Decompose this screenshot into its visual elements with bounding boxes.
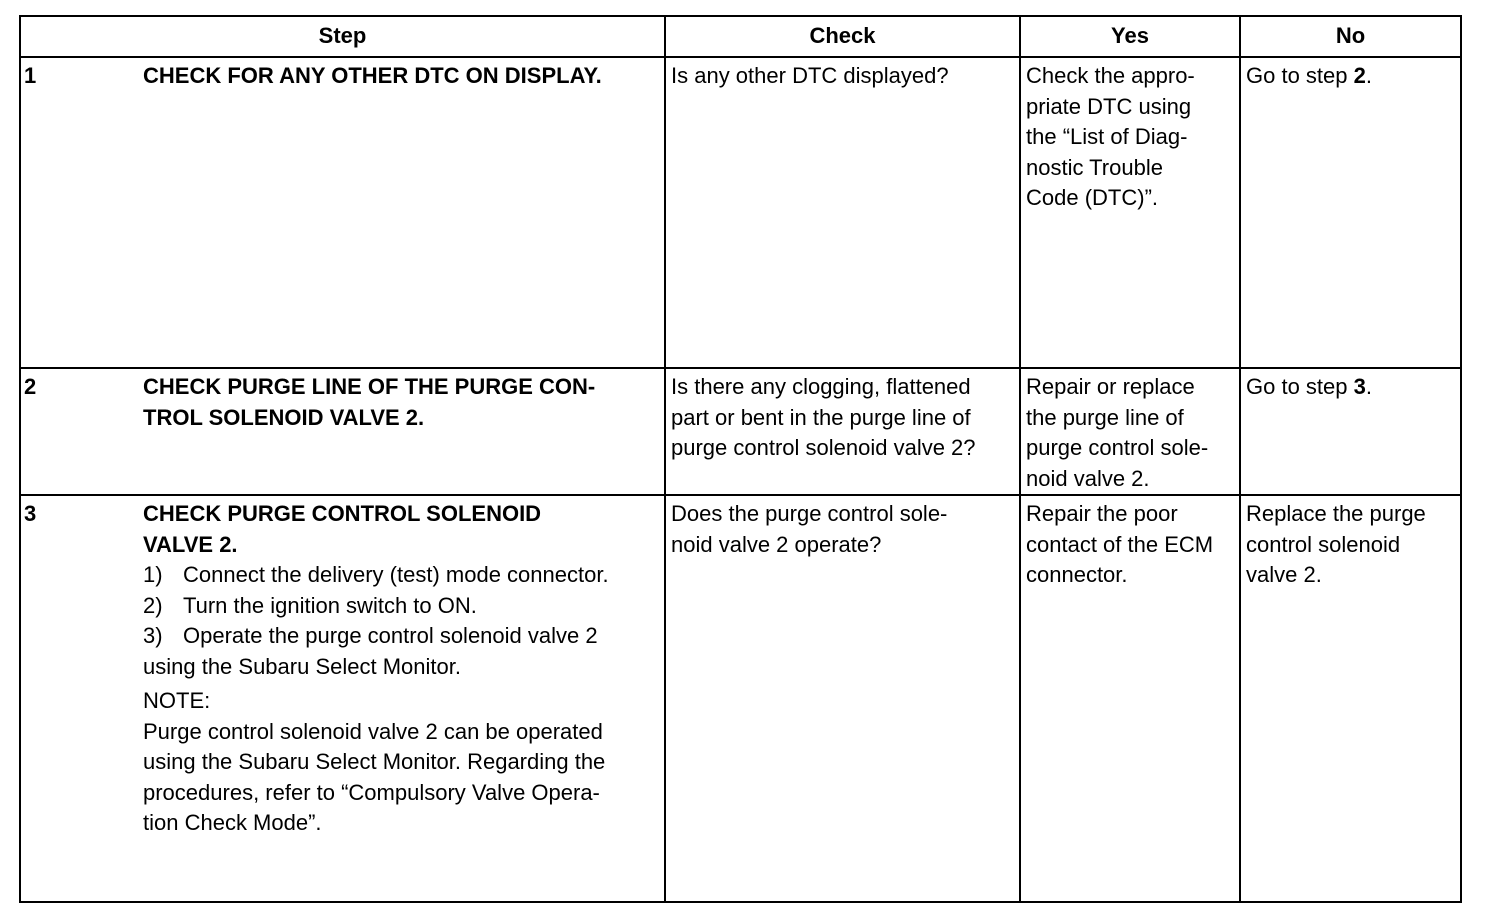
check-cell bbox=[665, 368, 1020, 495]
table-row bbox=[20, 495, 1461, 902]
check-text: Does the purge control sole- noid valve 2 operate? bbox=[671, 501, 948, 557]
header-yes: Yes bbox=[1020, 16, 1240, 57]
header-step: Step bbox=[20, 16, 665, 57]
no-step-ref: 2 bbox=[1353, 63, 1366, 88]
step-cell bbox=[20, 495, 665, 902]
substep-continuation: using the Subaru Select Monitor. bbox=[143, 653, 461, 679]
check-text: Is any other DTC displayed? bbox=[671, 63, 949, 88]
step-cell bbox=[20, 368, 665, 495]
substep-text: Connect the delivery (test) mode connector. bbox=[183, 562, 609, 587]
diagnostic-table bbox=[19, 15, 1462, 903]
substep bbox=[143, 591, 660, 622]
table-row bbox=[20, 57, 1461, 368]
substep-number: 3) bbox=[143, 623, 163, 648]
substep-text: Operate the purge control solenoid valve 2 bbox=[183, 623, 598, 648]
no-cell bbox=[1240, 368, 1461, 495]
substep bbox=[143, 621, 660, 652]
header-row bbox=[20, 16, 1461, 57]
step-title: CHECK PURGE CONTROL SOLENOID VALVE 2. bbox=[143, 501, 542, 557]
step-cell bbox=[20, 57, 665, 368]
yes-text: Repair the poor contact of the ECM connector. bbox=[1026, 501, 1214, 587]
step-number: 2 bbox=[24, 374, 37, 399]
no-text: Go to step 3. bbox=[1246, 374, 1372, 399]
note-text: Purge control solenoid valve 2 can be operated using the Subaru Select Monitor. Regarding the procedures, refer to “Compulsory Valve Opera- tion Check Mode”. bbox=[143, 718, 606, 835]
check-cell bbox=[665, 57, 1020, 368]
yes-text: Check the appro- priate DTC using the “List of Diag- nostic Trouble Code (DTC)”. bbox=[1026, 63, 1195, 210]
substep-number: 1) bbox=[143, 562, 163, 587]
step-title: CHECK PURGE LINE OF THE PURGE CON- TROL SOLENOID VALVE 2. bbox=[143, 374, 596, 430]
table-row bbox=[20, 368, 1461, 495]
substep bbox=[143, 560, 660, 591]
step-number: 3 bbox=[24, 501, 37, 526]
yes-cell bbox=[1020, 368, 1240, 495]
note-label: NOTE: bbox=[143, 688, 211, 713]
yes-cell bbox=[1020, 57, 1240, 368]
no-cell bbox=[1240, 57, 1461, 368]
check-cell bbox=[665, 495, 1020, 902]
no-text: Go to step 2. bbox=[1246, 63, 1372, 88]
substep-number: 2) bbox=[143, 592, 163, 618]
no-text: Replace the purge control solenoid valve 2. bbox=[1246, 501, 1426, 587]
step-title: CHECK FOR ANY OTHER DTC ON DISPLAY. bbox=[143, 63, 602, 88]
step-number: 1 bbox=[24, 63, 37, 88]
yes-cell bbox=[1020, 495, 1240, 902]
no-step-ref: 3 bbox=[1353, 374, 1366, 399]
yes-text: Repair or replace the purge line of purge control sole- noid valve 2. bbox=[1026, 374, 1209, 491]
substep-text: Turn the ignition switch to ON. bbox=[183, 592, 477, 618]
header-no: No bbox=[1240, 16, 1461, 57]
header-check: Check bbox=[665, 16, 1020, 57]
no-cell bbox=[1240, 495, 1461, 902]
check-text: Is there any clogging, flattened part or bent in the purge line of purge control solenoid valve 2? bbox=[671, 374, 976, 460]
